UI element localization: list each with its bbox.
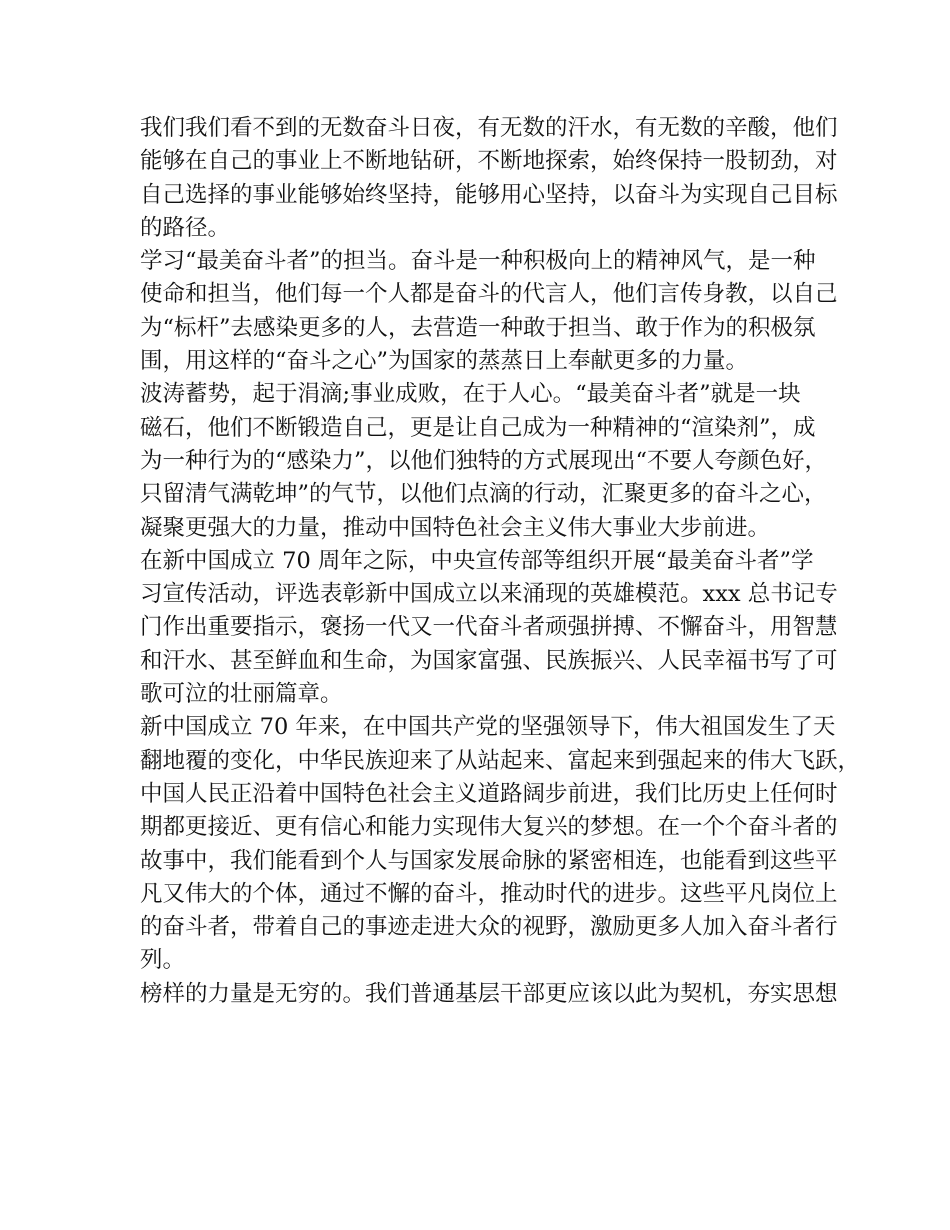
text-line: 我们我们看不到的无数奋斗日夜，有无数的汗水，有无数的辛酸，他们 bbox=[140, 115, 838, 141]
text-line: 凝聚更强大的力量，推动中国特色社会主义伟大事业大步前进。 bbox=[140, 514, 771, 541]
text-line: 使命和担当，他们每一个人都是奋斗的代言人，他们言传身教，以自己 bbox=[140, 281, 838, 308]
text-line: 学习“最美奋斗者”的担当。奋斗是一种积极向上的精神风气，是一种 bbox=[140, 248, 816, 275]
text-line: 自己选择的事业能够始终坚持，能够用心坚持，以奋斗为实现自己目标 bbox=[140, 181, 838, 208]
paragraph-1 bbox=[140, 112, 838, 245]
paragraph-3 bbox=[140, 378, 828, 544]
paragraph-6 bbox=[140, 978, 838, 1011]
text-line: 期都更接近、更有信心和能力实现伟大复兴的梦想。在一个个奋斗者的 bbox=[140, 814, 838, 841]
text-line: 门作出重要指示，褒扬一代又一代奋斗者顽强拼搏、不懈奋斗，用智慧 bbox=[140, 614, 838, 641]
text-line: 围，用这样的“奋斗之心”为国家的蒸蒸日上奉献更多的力量。 bbox=[140, 348, 749, 375]
text-line: 凡又伟大的个体，通过不懈的奋斗，推动时代的进步。这些平凡岗位上 bbox=[140, 880, 838, 907]
text-line: 翻地覆的变化，中华民族迎来了从站起来、富起来到强起来的伟大飞跃， bbox=[140, 747, 861, 774]
text-line: 为“标杆”去感染更多的人，去营造一种敢于担当、敢于作为的积极氛 bbox=[140, 314, 816, 341]
paragraph-4 bbox=[140, 545, 838, 711]
text-line: 中国人民正沿着中国特色社会主义道路阔步前进，我们比历史上任何时 bbox=[140, 780, 838, 807]
text-line: 为一种行为的“感染力”，以他们独特的方式展现出“不要人夸颜色好， bbox=[140, 447, 828, 474]
document-body bbox=[140, 112, 861, 1011]
paragraph-5 bbox=[140, 711, 861, 977]
text-line: 榜样的力量是无穷的。我们普通基层干部更应该以此为契机，夯实思想 bbox=[140, 980, 838, 1007]
text-line: 列。 bbox=[140, 947, 186, 974]
text-line: 只留清气满乾坤”的气节，以他们点滴的行动，汇聚更多的奋斗之心， bbox=[140, 481, 827, 508]
text-line: 新中国成立 70 年来，在中国共产党的坚强领导下，伟大祖国发生了天 bbox=[140, 714, 836, 741]
text-line: 和汗水、甚至鲜血和生命，为国家富强、民族振兴、人民幸福书写了可 bbox=[140, 647, 838, 674]
text-line: 磁石，他们不断锻造自己，更是让自己成为一种精神的“渲染剂”，成 bbox=[140, 414, 816, 441]
text-line: 歌可泣的壮丽篇章。 bbox=[140, 681, 343, 708]
text-line: 的路径。 bbox=[140, 214, 231, 241]
paragraph-2 bbox=[140, 245, 838, 378]
text-line: 的奋斗者，带着自己的事迹走进大众的视野，激励更多人加入奋斗者行 bbox=[140, 914, 838, 941]
text-line: 习宣传活动，评选表彰新中国成立以来涌现的英雄模范。xxx 总书记专 bbox=[140, 581, 838, 608]
text-line: 波涛蓄势，起于涓滴;事业成败，在于人心。“最美奋斗者”就是一块 bbox=[140, 381, 801, 408]
text-line: 在新中国成立 70 周年之际，中央宣传部等组织开展“最美奋斗者”学 bbox=[140, 547, 814, 574]
text-line: 故事中，我们能看到个人与国家发展命脉的紧密相连，也能看到这些平 bbox=[140, 847, 838, 874]
text-line: 能够在自己的事业上不断地钻研，不断地探索，始终保持一股韧劲，对 bbox=[140, 148, 838, 175]
